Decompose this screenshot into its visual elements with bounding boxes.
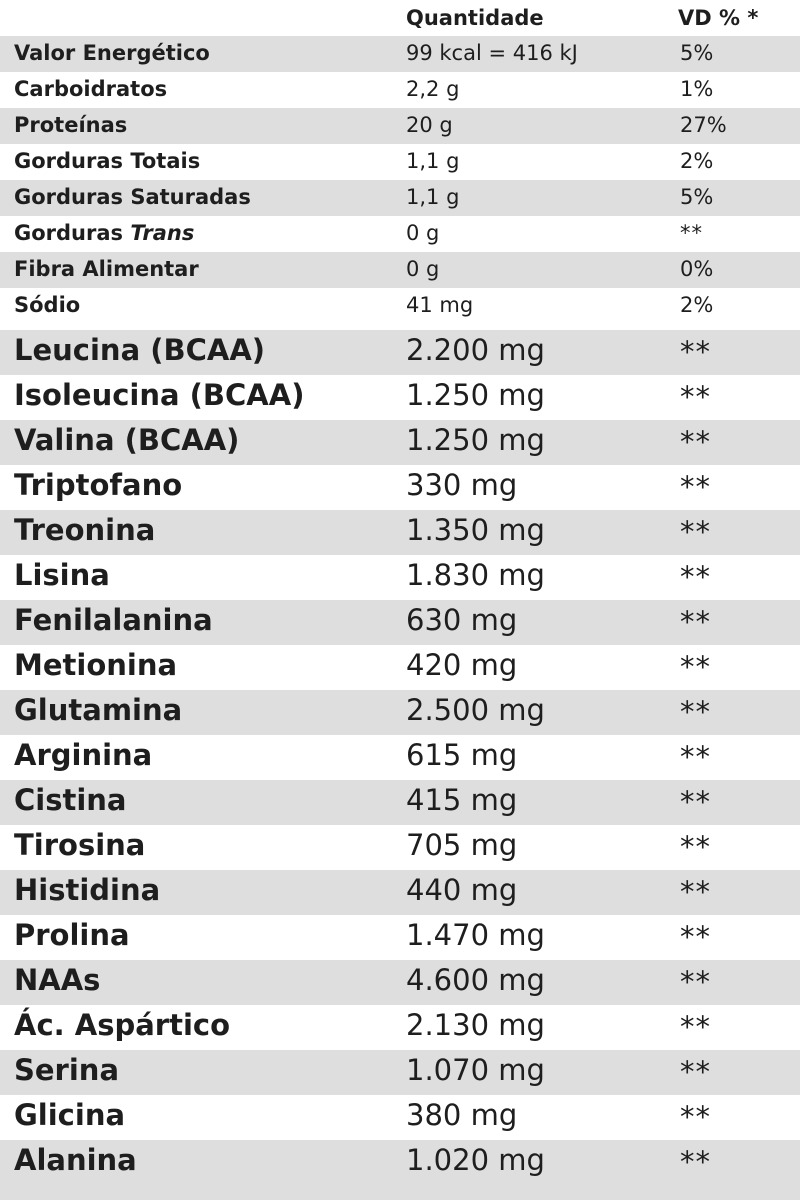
nutrient-name: Sódio xyxy=(14,293,81,317)
amino-acid-amount: 705 mg xyxy=(406,828,518,862)
nutrient-row xyxy=(0,36,800,72)
amino-acid-name: Lisina xyxy=(14,558,110,592)
nutrient-amount: 0 g xyxy=(406,257,440,281)
amino-acid-name: Arginina xyxy=(14,738,153,772)
nutrient-vd: 27% xyxy=(680,113,727,137)
amino-acid-row xyxy=(0,1140,800,1200)
nutrient-row xyxy=(0,180,800,216)
amino-acid-vd: ** xyxy=(680,785,711,819)
nutrient-name: Fibra Alimentar xyxy=(14,257,199,281)
amino-acid-name: Alanina xyxy=(14,1143,137,1177)
amino-acid-name: Isoleucina (BCAA) xyxy=(14,378,305,412)
amino-acid-vd: ** xyxy=(680,650,711,684)
amino-acid-vd: ** xyxy=(680,1100,711,1134)
amino-acid-amount: 440 mg xyxy=(406,873,518,907)
amino-acid-amount: 1.350 mg xyxy=(406,513,545,547)
amino-acid-row xyxy=(0,915,800,960)
amino-acid-row xyxy=(0,780,800,825)
nutrient-name xyxy=(14,221,194,245)
amino-acid-row xyxy=(0,330,800,375)
nutrient-row xyxy=(0,108,800,144)
amino-acid-row xyxy=(0,735,800,780)
amino-acid-amount: 2.200 mg xyxy=(406,333,545,367)
nutrient-amount: 99 kcal = 416 kJ xyxy=(406,41,578,65)
table-header xyxy=(0,0,800,36)
amino-acid-name: Triptofano xyxy=(14,468,183,502)
nutrient-row xyxy=(0,288,800,324)
amino-acid-amount: 1.020 mg xyxy=(406,1143,545,1177)
nutrient-vd: ** xyxy=(680,221,703,245)
nutrient-vd: 5% xyxy=(680,41,714,65)
nutrient-name: Valor Energético xyxy=(14,41,210,65)
amino-acid-amount: 380 mg xyxy=(406,1098,518,1132)
amino-acid-row xyxy=(0,600,800,645)
quantity-column-header: Quantidade xyxy=(406,6,544,30)
amino-acid-name: Serina xyxy=(14,1053,120,1087)
nutrient-vd: 1% xyxy=(680,77,714,101)
amino-acid-vd: ** xyxy=(680,470,711,504)
nutrient-name-italic: Trans xyxy=(130,221,195,245)
nutrient-amount: 20 g xyxy=(406,113,453,137)
nutrient-vd: 0% xyxy=(680,257,714,281)
amino-acid-name: Fenilalanina xyxy=(14,603,213,637)
amino-acid-row xyxy=(0,1095,800,1140)
amino-acid-vd: ** xyxy=(680,740,711,774)
amino-acid-name: Valina (BCAA) xyxy=(14,423,240,457)
nutrient-name: Proteínas xyxy=(14,113,128,137)
amino-acid-vd: ** xyxy=(680,1145,711,1179)
amino-acid-vd: ** xyxy=(680,425,711,459)
amino-acid-row xyxy=(0,960,800,1005)
amino-acid-row xyxy=(0,375,800,420)
nutrient-amount: 2,2 g xyxy=(406,77,460,101)
nutrient-amount: 1,1 g xyxy=(406,149,460,173)
nutrient-amount: 41 mg xyxy=(406,293,474,317)
nutrient-name: Gorduras Saturadas xyxy=(14,185,251,209)
amino-acid-row xyxy=(0,510,800,555)
amino-acid-name: Ác. Aspártico xyxy=(14,1008,230,1042)
amino-acid-row xyxy=(0,645,800,690)
amino-acid-amount: 615 mg xyxy=(406,738,518,772)
nutrient-amount: 0 g xyxy=(406,221,440,245)
amino-acid-name: Treonina xyxy=(14,513,156,547)
amino-acid-name: Glicina xyxy=(14,1098,126,1132)
amino-acid-vd: ** xyxy=(680,1010,711,1044)
amino-acid-amount: 1.250 mg xyxy=(406,378,545,412)
amino-acid-name: Metionina xyxy=(14,648,178,682)
amino-acid-vd: ** xyxy=(680,1055,711,1089)
amino-acid-vd: ** xyxy=(680,920,711,954)
amino-acid-name: Glutamina xyxy=(14,693,183,727)
amino-acid-amount: 1.070 mg xyxy=(406,1053,545,1087)
amino-acid-vd: ** xyxy=(680,335,711,369)
amino-acid-vd: ** xyxy=(680,605,711,639)
amino-acid-amount: 630 mg xyxy=(406,603,518,637)
vd-column-header: VD % * xyxy=(678,6,759,30)
amino-acid-vd: ** xyxy=(680,965,711,999)
nutrient-vd: 2% xyxy=(680,293,714,317)
amino-acid-row xyxy=(0,1050,800,1095)
amino-acid-amount: 2.130 mg xyxy=(406,1008,545,1042)
nutrient-vd: 2% xyxy=(680,149,714,173)
amino-acid-amount: 1.250 mg xyxy=(406,423,545,457)
amino-acid-amount: 420 mg xyxy=(406,648,518,682)
amino-acid-row xyxy=(0,1005,800,1050)
amino-acid-amount: 4.600 mg xyxy=(406,963,545,997)
amino-acid-vd: ** xyxy=(680,875,711,909)
amino-acid-row xyxy=(0,870,800,915)
amino-acid-name: Tirosina xyxy=(14,828,146,862)
amino-acid-row xyxy=(0,690,800,735)
nutrient-vd: 5% xyxy=(680,185,714,209)
amino-acid-name: Histidina xyxy=(14,873,161,907)
amino-acid-amount: 2.500 mg xyxy=(406,693,545,727)
amino-acid-vd: ** xyxy=(680,695,711,729)
nutrient-name: Gorduras Totais xyxy=(14,149,201,173)
amino-acid-vd: ** xyxy=(680,380,711,414)
amino-acid-vd: ** xyxy=(680,830,711,864)
amino-acid-row xyxy=(0,465,800,510)
amino-acid-amount: 1.470 mg xyxy=(406,918,545,952)
amino-acid-name: Cistina xyxy=(14,783,127,817)
amino-acid-vd: ** xyxy=(680,560,711,594)
nutrient-row xyxy=(0,252,800,288)
nutrient-row xyxy=(0,144,800,180)
amino-acid-amount: 415 mg xyxy=(406,783,518,817)
nutrient-name: Carboidratos xyxy=(14,77,168,101)
amino-acid-vd: ** xyxy=(680,515,711,549)
nutrient-amount: 1,1 g xyxy=(406,185,460,209)
amino-acid-amount: 330 mg xyxy=(406,468,518,502)
nutrient-row xyxy=(0,216,800,252)
amino-acid-name: Prolina xyxy=(14,918,130,952)
amino-acid-row xyxy=(0,420,800,465)
amino-acid-row xyxy=(0,825,800,870)
amino-acid-amount: 1.830 mg xyxy=(406,558,545,592)
nutrient-row xyxy=(0,72,800,108)
nutrient-name-prefix: Gorduras xyxy=(14,221,131,245)
amino-acid-name: NAAs xyxy=(14,963,101,997)
amino-acid-row xyxy=(0,555,800,600)
amino-acid-name: Leucina (BCAA) xyxy=(14,333,266,367)
